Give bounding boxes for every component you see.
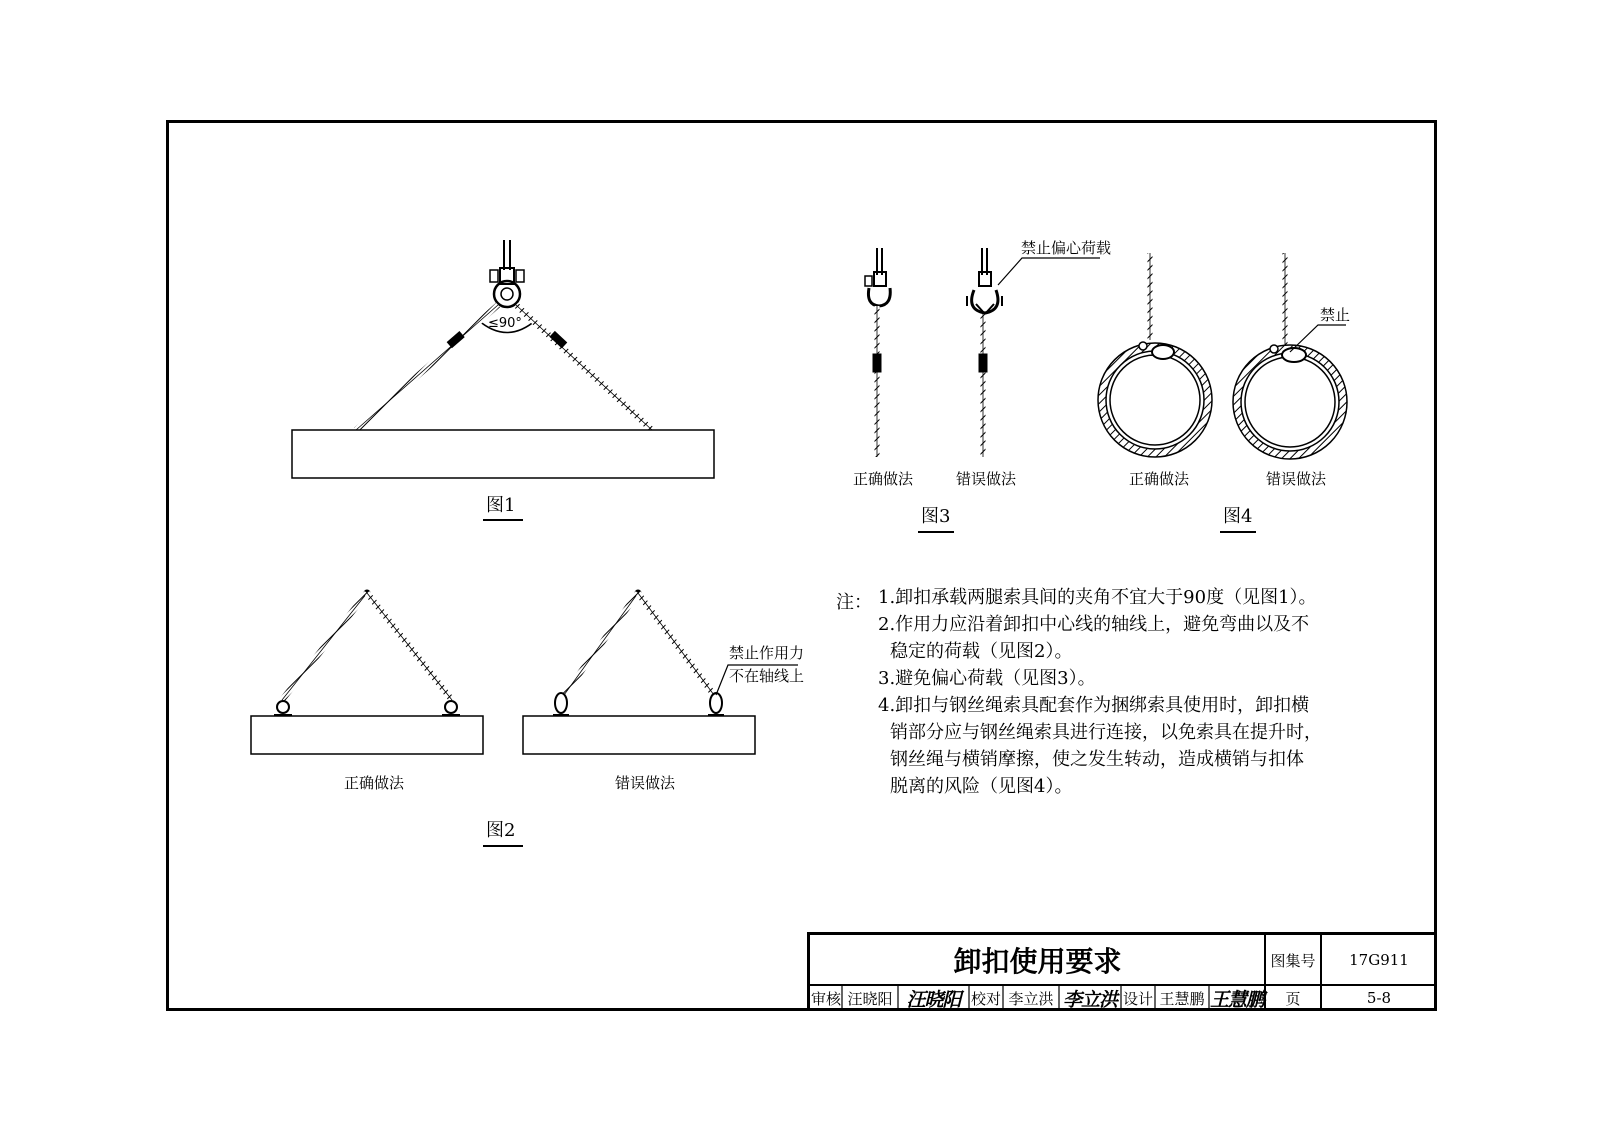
- check-label: 校对: [970, 989, 1001, 1008]
- fig2-callout-line2: 不在轴线上: [729, 667, 805, 685]
- check-signature: 李立洪: [1062, 988, 1117, 1011]
- review-name: 汪晓阳: [847, 989, 893, 1008]
- fig3-callout: 禁止偏心荷载: [1021, 239, 1112, 257]
- fig4-correct-drawing: [1098, 253, 1212, 457]
- fig4-callout: 禁止: [1320, 306, 1351, 324]
- fig3-wrong-drawing: [967, 248, 1100, 457]
- fig2-correct-caption: 正确做法: [344, 774, 405, 792]
- title-block: [807, 932, 1437, 1011]
- fig4-correct-caption: 正确做法: [1129, 470, 1190, 488]
- check-name: 李立洪: [1008, 989, 1054, 1008]
- design-signature: 王慧鹏: [1209, 988, 1264, 1011]
- note-line-1: 1.卸扣承载两腿索具间的夹角不宜大于90度（见图1）。: [878, 587, 1317, 608]
- fig2-wrong-drawing: [483, 590, 798, 846]
- note-line-6: 销部分应与钢丝绳索具进行连接，以免索具在提升时，: [890, 722, 1322, 743]
- fig3-label: 图3: [921, 506, 951, 527]
- review-label: 审核: [810, 989, 841, 1008]
- fig1-drawing: [292, 240, 714, 520]
- fig4-label: 图4: [1223, 506, 1253, 527]
- page-number: 5-8: [1366, 989, 1392, 1007]
- fig3-wrong-caption: 错误做法: [956, 470, 1017, 488]
- design-name: 王慧鹏: [1159, 989, 1205, 1008]
- fig3-correct-caption: 正确做法: [853, 470, 914, 488]
- design-label: 设计: [1122, 989, 1153, 1008]
- fig2-callout-line1: 禁止作用力: [729, 644, 805, 662]
- note-line-8: 脱离的风险（见图4）。: [890, 776, 1073, 797]
- note-line-5: 4.卸扣与钢丝绳索具配套作为捆绑索具使用时，卸扣横: [878, 695, 1310, 716]
- fig2-correct-drawing: [251, 590, 483, 754]
- atlas-number: 17G911: [1349, 951, 1409, 969]
- atlas-label: 图集号: [1270, 951, 1316, 970]
- fig2-label: 图2: [486, 820, 516, 841]
- fig3-correct-drawing: [865, 248, 954, 532]
- note-line-4: 3.避免偏心荷载（见图3）。: [878, 668, 1096, 689]
- fig4-wrong-drawing: [1220, 253, 1347, 532]
- fig1-angle-label: ≤90°: [488, 316, 522, 331]
- page-label: 页: [1285, 989, 1301, 1008]
- note-line-3: 稳定的荷载（见图2）。: [890, 641, 1073, 662]
- fig2-wrong-caption: 错误做法: [615, 774, 676, 792]
- fig4-wrong-caption: 错误做法: [1266, 470, 1327, 488]
- review-signature: 汪晓阳: [906, 988, 961, 1011]
- drawing-title: 卸扣使用要求: [953, 945, 1122, 978]
- note-line-2: 2.作用力应沿着卸扣中心线的轴线上，避免弯曲以及不: [878, 614, 1310, 635]
- fig1-label: 图1: [486, 495, 516, 516]
- note-line-7: 钢丝绳与横销摩擦，使之发生转动，造成横销与扣体: [890, 749, 1304, 770]
- notes-heading: 注：: [836, 592, 872, 613]
